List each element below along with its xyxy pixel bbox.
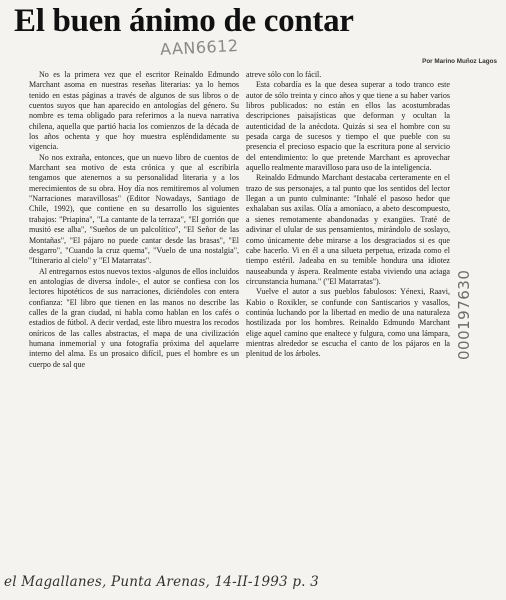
paragraph: No es la primera vez que el escritor Reinaldo Edmundo Marchant asoma en nuestras reseñas literarias: ya lo hemos tenido en estas páginas a través de algunos de sus libros o de cuentos suyos que han aparecido en antologías del género. Su nombre es tema obligado para referirnos a la nueva narrativa chilena, aquella que partió hacia los comienzos de la década de los años ochenta y que hoy muestra espléndidamente su vigencia. — [29, 70, 239, 152]
right-column — [246, 70, 450, 360]
paragraph: Vuelve el autor a sus pueblos fabulosos: Yénexi, Raavi, Kabio o Roxikler, se confunde con Santiscarios y vasallos, continúa luchando por la libertad en medio de una naturaleza hostilizada por los hombres. Reinaldo Edmundo Marchant elige aquel camino que enaltece y fulgura, como una lámpara, mientras alrededor se escucha el canto de los pájaros en la plenitud de los árboles. — [246, 287, 450, 359]
handwritten-source-note: el Magallanes, Punta Arenas, 14-II-1993 p. 3 — [4, 574, 319, 590]
paragraph: Esta cobardía es la que desea superar a todo tranco este autor de sólo treinta y cinco años y que tiene a su haber varios libros publicados: no están en ellos las acostumbradas descripciones paisajísticas que deforman y ocultan la autenticidad de la anécdota. Quizás si sea el hombre con su pesada carga de sucesos y tiempo el que pueble con su presencia el precioso espacio que la escritura pone al servicio del entendimiento: lo que pretende Marchant es aprovechar aquello realmente maravilloso para uso de la inteligencia. — [246, 80, 450, 173]
paragraph: No nos extraña, entonces, que un nuevo libro de cuentos de Marchant sea motivo de esta crónica y que al escribirla tengamos que atenernos a su personalidad literaria y a los merecimientos de su obra. Hoy día nos remitiremos al volumen "Narraciones maravillosas" (Editor Nowadays, Santiago de Chile, 1992), que contiene en su desarrollo los siguientes trabajos: "Priapina", "La cantante de la terraza", "El gorrión que musitó ese alba", "Sueños de un palcolítico", "El Señor de las Montañas", "El pájaro no puede cantar desde las brasas", "El desgarro", "Cuando la cruz quema", "Vuelo de una nostalgia", "Itinerario al cielo" y "El Matarratas". — [29, 152, 239, 266]
left-column — [29, 70, 239, 370]
paragraph: atreve sólo con lo fácil. — [246, 70, 322, 79]
paragraph: Reinaldo Edmundo Marchant destacaba certeramente en el trazo de sus personajes, a tal punto que los sentidos del lector llegan a un punto culminante: "Inhalé el pasoso hedor que exhalaban sus axilas. Olía a amoníaco, a abeto descompuesto, a sienes remotamente abandonadas y exangües. Traté de adivinar el ulular de sus pensamientos, mirándolo de soslayo, como únicamente debe mirarse a los desgraciados si es que cabe hacerlo. Vi en él a una silueta perpetua, erizada como el tiempo estéril. Jadeaba en su temible hondura una idiotez nauseabunda y áspera. Realmente estaba viviendo una aciaga circunstancia humana." ("El Matarratas"). — [246, 173, 450, 286]
paragraph: Al entregarnos estos nuevos textos -algunos de ellos incluidos en antologías de diversa índole-, el autor se confiesa con los lectores hipotéticos de sus narraciones, diciéndoles con entera confianza: "El libro que tienen en las manos no describe las calles de la gran ciudad, ni habla como hablan en los cafés o estadios de fútbol. A decir verdad, este libro muestra los recodos oníricos de las calles abstractas, el mapa de una civilización humana inmemorial y una fotografía próxima del aquelarre interno del alma. Es un prosaico difícil, pues el hombre es un cuerpo de sal que — [29, 266, 239, 369]
headline: El buen ánimo de contar — [14, 3, 354, 39]
archive-stamp-side: 000197630 — [455, 269, 473, 360]
archive-stamp-top: AAN6612 — [159, 35, 239, 60]
author-byline: Por Marino Muñoz Lagos — [422, 58, 497, 65]
